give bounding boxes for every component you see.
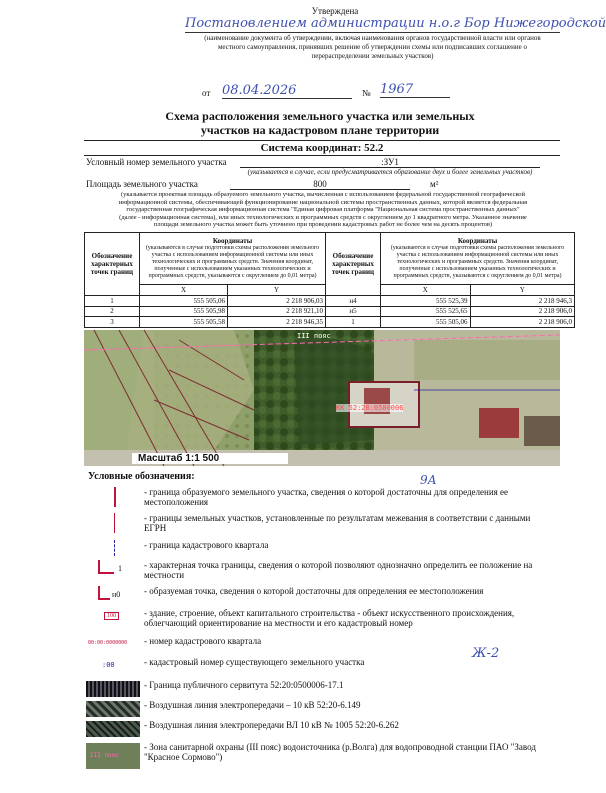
power-line-10kv-symbol [84,700,144,718]
coord-y: 2 218 946,35 [228,317,326,328]
table-row [326,295,575,306]
sanitary-zone-label: III пояс [90,752,119,759]
legend-item [84,700,554,720]
coord-y: 2 218 906,0 [470,306,574,317]
table-row [85,317,326,328]
approver-note-1: (наименование документа об утверждении, включая наименования органов государственной власти или органов [204,34,541,42]
map-scale-label: Масштаб 1:1 500 [132,453,288,464]
legend-text: - Воздушная линия электропередачи – 10 кВ 52:20-6.149 [144,700,361,710]
approved-label: Утверждена [311,6,359,16]
y-header: Y [470,285,574,296]
legend-text: - здание, строение, объект капитального строительства - объект искусственного происхождения, облегчающий ориентирование на местности и его кадастровый номер [144,608,515,628]
new-point-label: н0 [112,590,121,599]
x-header: X [381,285,471,296]
coord-x: 555 505,58 [140,317,228,328]
power-line-1005-symbol [84,720,144,738]
document-title-line1: Схема расположения земельного участка или земельных [165,109,475,123]
area-note-line-5: площади земельного участка может быть уточнено при проведении кадастровых работ не более чем на десять процентов) [153,221,493,229]
area-note-line-1: (указывается проектная площадь образуемого земельного участка, вычисленная с использованием федеральной государственной географической [120,191,526,198]
point-id: 3 [85,317,140,328]
legend-text: - граница образуемого земельного участка, сведения о которой достаточны для определения ее местоположения [144,487,509,507]
table-row [85,306,326,317]
table-row [85,295,326,306]
parcel-border-symbol [84,487,144,505]
legend-text: - кадастровый номер существующего земельного участка [144,657,365,667]
legend-title: Условные обозначения: [88,471,195,482]
coord-x: 555 505,98 [140,306,228,317]
col-point-header: Обозначение характерных точек границ [85,233,140,296]
legend-text: - номер кадастрового квартала [144,636,262,646]
coord-y: 2 218 906,03 [228,295,326,306]
coord-x: 555 525,39 [381,295,471,306]
coords-note: (указываются в случае подготовки схемы расположения земельного участка с использованием информационной системы или иных технологических и программных средств. Значения координат, полученные с использованием указанных технологических и программных средств, указываются с округлением до 0,01 метра) [145,245,320,280]
sanitary-zone-symbol [84,742,144,770]
quarter-number-symbol [84,636,144,654]
point-id: 1 [85,295,140,306]
document-title-line2: участков на кадастровом плане территории [200,123,440,137]
legend-item [84,586,554,606]
area-note-line-4: (далее - информационная система), или иных технологических и программных средств с округлением до 1 квадратного метра. Указанное значение [119,213,527,221]
cadastral-block-label: КК 52:20:0500006 [336,404,404,412]
parcel-number-label: Условный номер земельного участка [86,157,227,167]
coord-system-label: Система координат: 52.2 [260,142,384,154]
quarter-border-symbol [84,540,144,558]
legend-text: - Граница публичного сервитута 52:20:0500006-17.1 [144,680,344,690]
parcel-number-symbol-label: :00 [102,661,115,669]
satellite-map [84,330,560,466]
legend-text: - Зона санитарной охраны (III пояс) водоисточника (р.Волга) для водопроводной станции ПАО "Завод "Красное Сормово") [144,742,536,762]
area-note-line-2: информационной системы, обеспечивающей функционирование национальной системы пространственных данных, которой является федеральная [118,198,528,206]
approver-handwritten: Постановлением администрации н.о.г Бор Нижегородской [185,16,606,31]
legend-text: - границы земельных участков, установленные по результатам межевания в соответствии с данными ЕГРН [144,513,531,533]
legend-item [84,560,554,584]
y-header: Y [228,285,326,296]
legend-item [84,513,554,537]
coord-x: 555 505,06 [140,295,228,306]
coord-y: 2 218 946,3 [470,295,574,306]
building-symbol-label: 100 [104,612,119,620]
col-point-header: Обозначение характерных точек границ [326,233,381,296]
coord-system-row [84,140,560,156]
legend-text: - граница кадастрового квартала [144,540,269,550]
legend-text: - характерная точка границы, сведения о которой позволяют однозначно определить ее положение на местности [144,560,533,580]
new-point-symbol [84,586,144,604]
coords-note: (указываются в случае подготовки схемы расположения земельного участка с использованием информационной системы или иных технологических и программных средств. Значения координат, полученные с использованием указанных технологических и программных средств, указываются с округлением до 0,01 метра) [390,245,565,280]
coord-y: 2 218 906,0 [470,317,574,328]
point-symbol-label: 1 [118,564,122,573]
parcel-area-value: 800 [230,179,410,190]
handwritten-mark-1: 9А [420,473,437,487]
table-row [326,306,575,317]
approver-underline [185,32,560,33]
approver-note-3: перераспределении земельных участков) [311,52,434,60]
approval-number: 1967 [380,82,450,98]
point-id: 2 [85,306,140,317]
legend-item [84,742,554,772]
coord-x: 555 505,06 [381,317,471,328]
legend-item [84,608,554,634]
x-header: X [140,285,228,296]
parcel-number-note: (указывается в случае, если предусматривается образование двух и более земельных участков) [247,168,533,176]
legend-item [84,720,554,740]
registered-border-symbol [84,513,144,531]
col-coords-header: Координаты (указываются в случае подготовки схемы расположения земельного участка с использованием информационной системы или иных технологических и программных средств. Значения координат, полученные с использованием указанных технологических и программных средств, указываются с округлением до 0,01 метра) [140,233,326,285]
legend-item [84,540,554,560]
date-prefix: от [202,88,211,98]
map-image [84,330,560,466]
characteristic-point-symbol [84,560,144,578]
legend-item [84,487,554,511]
legend-text: - образуемая точка, сведения о которой достаточны для определения ее местоположения [144,586,484,596]
point-id: н5 [326,306,381,317]
table-row [326,317,575,328]
zone-label-map: III пояс [297,332,331,340]
coordinates-table-right [325,232,575,328]
parcel-number-symbol [84,657,144,675]
parcel-area-label: Площадь земельного участка [86,179,198,189]
point-id: 1 [326,317,381,328]
handwritten-mark-2: Ж-2 [472,646,500,661]
legend-text: - Воздушная линия электропередачи ВЛ 10 кВ № 1005 52:20-6.262 [144,720,399,730]
point-id: н4 [326,295,381,306]
number-prefix: № [362,88,371,98]
approval-date: 08.04.2026 [222,83,352,99]
area-note-line-3: государственная географическая информационная система "Единая цифровая платформа "Национальная система пространственных данных" [126,206,520,214]
building-symbol [84,608,144,626]
parcel-area-unit: м² [430,179,439,189]
servitude-symbol [84,680,144,698]
quarter-number-label: 00:00:0000000 [88,640,128,646]
col-coords-header: Координаты (указываются в случае подготовки схемы расположения земельного участка с использованием информационной системы или иных технологических и программных средств. Значения координат, полученные с использованием указанных технологических и программных средств, указываются с округлением до 0,01 метра) [381,233,575,285]
legend-item [84,680,554,700]
approver-note-2: местного самоуправления, принявших решение об утверждении схемы или подписавших соглашение о [218,43,527,51]
coord-x: 555 525,65 [381,306,471,317]
coordinates-table-left [84,232,326,328]
coord-y: 2 218 921,10 [228,306,326,317]
parcel-number-value: :ЗУ1 [240,157,540,168]
parcel-area-note [86,191,560,229]
coordinates-table-wrap [84,232,572,328]
